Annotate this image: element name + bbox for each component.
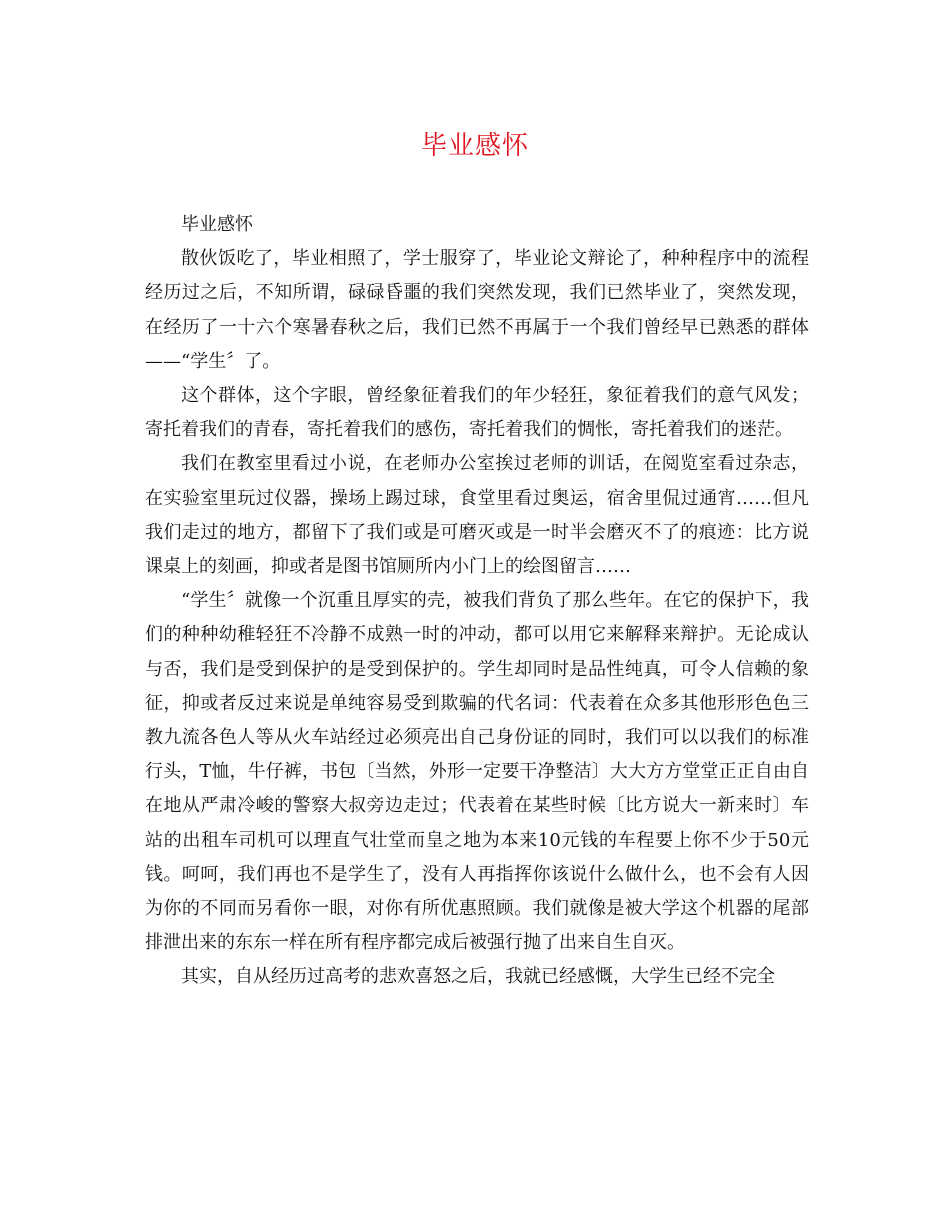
paragraph-5: 其实，自从经历过高考的悲欢喜怒之后，我就已经感慨，大学生已经不完全	[181, 966, 775, 988]
page-title: 毕业感怀	[420, 131, 529, 161]
article-body	[145, 208, 809, 995]
paragraph-1: 散伙饭吃了，毕业相照了，学士服穿了，毕业论文辩论了，种种程序中的流程经历过之后，不知所谓，碌碌昏噩的我们突然发现，我们已然毕业了，突然发现，在经历了一十六个寒暑春秋之后，我们已然不再属于一个我们曾经早已熟悉的群体——“学生〞了。	[145, 248, 809, 372]
paragraph-3: 我们在教室里看过小说，在老师办公室挨过老师的训话，在阅览室看过杂志，在实验室里玩过仪器，操场上踢过球，食堂里看过奥运，宿舍里侃过通宵……但凡我们走过的地方，都留下了我们或是可磨灭或是一时半会磨灭不了的痕迹：比方说课桌上的刻画，抑或者是图书馆厕所内小门上的绘图留言……	[145, 453, 809, 578]
paragraph-4: “学生〞就像一个沉重且厚实的壳，被我们背负了那么些年。在它的保护下，我们的种种幼稚轻狂不冷静不成熟一时的冲动，都可以用它来解释来辩护。无论成认与否，我们是受到保护的是受到保护的。学生却同时是品性纯真，可令人信赖的象征，抑或者反过来说是单纯容易受到欺骗的代名词：代表着在众多其他形形色色三教九流各色人等从火车站经过必须亮出自己身份证的同时，我们可以以我们的标准行头，T恤，牛仔裤，书包〔当然，外形一定要干净整洁〕大大方方堂堂正正自由自在地从严肃冷峻的警察大叔旁边走过；代表着在某些时候〔比方说大一新来时〕车站的出租车司机可以理直气壮堂而皇之地为本来10元钱的车程要上你不少于50元钱。呵呵，我们再也不是学生了，没有人再指挥你该说什么做什么，也不会有人因为你的不同而另看你一眼，对你有所优惠照顾。我们就像是被大学这个机器的尾部排泄出来的东东一样在所有程序都完成后被强行抛了出来自生自灭。	[145, 590, 809, 954]
paragraph-2: 这个群体，这个字眼，曾经象征着我们的年少轻狂，象征着我们的意气风发；寄托着我们的青春，寄托着我们的感伤，寄托着我们的惆怅，寄托着我们的迷茫。	[145, 385, 809, 441]
article-subtitle: 毕业感怀	[181, 214, 253, 235]
